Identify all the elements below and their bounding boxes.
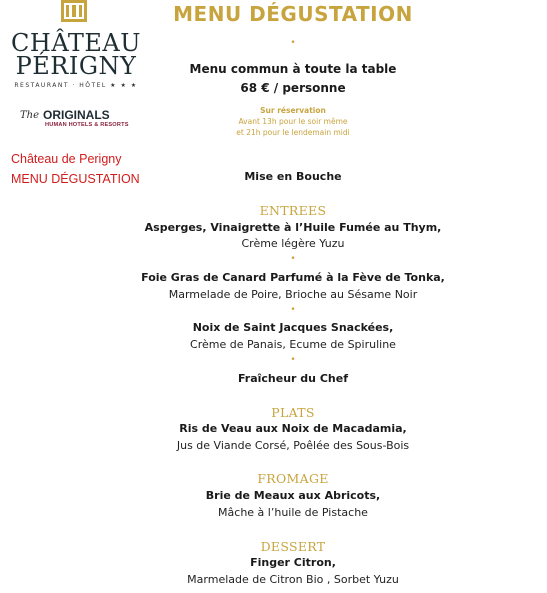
note-line-2: MENU DÉGUSTATION [11, 172, 140, 186]
partner-prefix: The [20, 110, 40, 121]
partner-tagline: HUMAN HOTELS & RESORTS [45, 122, 129, 128]
reservation-line-1: Avant 13h pour le soir même [238, 117, 348, 126]
chateau-emblem-icon [60, 0, 88, 24]
entree-3-desc: Crème de Panais, Ecume de Spiruline [190, 338, 396, 351]
fraicheur-du-chef: Fraîcheur du Chef [237, 372, 348, 385]
reservation-title: Sur réservation [260, 106, 326, 115]
section-entrees: ENTREES [259, 203, 327, 218]
reservation-line-2: et 21h pour le lendemain midi [236, 128, 350, 137]
price: 68 € / personne [240, 81, 346, 95]
entree-3-name: Noix de Saint Jacques Snackées, [192, 321, 394, 334]
plat-desc: Jus de Viande Corsé, Poêlée des Sous-Bois [176, 439, 410, 452]
section-dessert: DESSERT [260, 539, 326, 554]
partner-name: ORIGINALS [43, 108, 110, 122]
section-plats: PLATS [271, 405, 315, 420]
dessert-name: Finger Citron, [250, 556, 336, 569]
section-fromage: FROMAGE [257, 471, 329, 486]
partner-logo [20, 108, 140, 132]
separator-dot: • [290, 305, 296, 315]
note-line-1: Château de Perigny [11, 152, 122, 166]
common-table-line: Menu commun à toute la table [189, 62, 397, 76]
separator-dot: • [290, 254, 296, 264]
entree-1-name: Asperges, Vinaigrette à l’Huile Fumée au Thym, [144, 221, 442, 234]
separator-dot: • [290, 38, 296, 48]
dessert-desc: Marmelade de Citron Bio , Sorbet Yuzu [187, 573, 399, 586]
separator-dot: • [290, 355, 296, 365]
menu-title: MENU DÉGUSTATION [173, 2, 413, 26]
brand-subtitle: RESTAURANT · HÔTEL ★ ★ ★ [14, 82, 138, 89]
entree-2-desc: Marmelade de Poire, Brioche au Sésame Noir [168, 288, 418, 301]
brand-name-line1: CHÂTEAU [11, 29, 141, 57]
fromage-desc: Mâche à l’huile de Pistache [218, 506, 368, 519]
entree-1-desc: Crème légère Yuzu [241, 237, 345, 250]
brand-name-line2: PÉRIGNY [15, 52, 137, 80]
plat-name: Ris de Veau aux Noix de Macadamia, [179, 422, 407, 435]
fromage-name: Brie de Meaux aux Abricots, [205, 489, 381, 502]
entree-2-name: Foie Gras de Canard Parfumé à la Fève de Tonka, [141, 271, 445, 284]
mise-en-bouche: Mise en Bouche [244, 170, 342, 183]
